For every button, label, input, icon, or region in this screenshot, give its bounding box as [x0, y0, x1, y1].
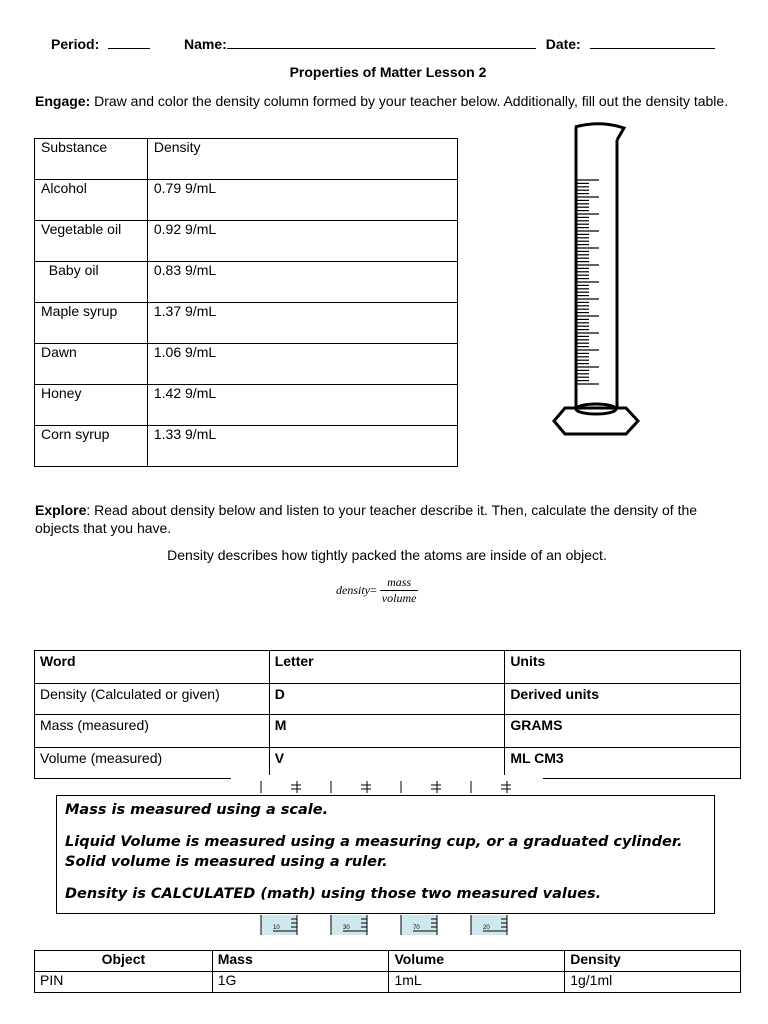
formula-denominator: volume [381, 591, 417, 605]
table-header-cell: Density [565, 951, 741, 972]
density-cell[interactable]: 1.06 9/mL [147, 344, 457, 385]
date-blank[interactable] [590, 36, 715, 49]
note-line: Mass is measured using a scale. [65, 802, 329, 818]
table-row [35, 180, 458, 221]
explore-label: Explore [35, 502, 87, 518]
volume-cell[interactable]: 1mL [389, 972, 565, 993]
table-row [35, 221, 458, 262]
table-header-cell: Volume [389, 951, 565, 972]
object-table [34, 950, 741, 993]
density-cell[interactable]: 0.79 9/mL [147, 180, 457, 221]
mass-cell[interactable]: 1G [212, 972, 389, 993]
formula-eq: = [370, 583, 377, 597]
substance-cell[interactable]: Baby oil [35, 262, 148, 303]
letter-cell: M [269, 715, 505, 748]
table-row [35, 951, 741, 972]
density-cell[interactable]: 1.42 9/mL [147, 385, 457, 426]
note-line: Liquid Volume is measured using a measuring cup, or a graduated cylinder. Solid volume is measured using a ruler. [65, 834, 683, 870]
density-cell[interactable]: 1.33 9/mL [147, 426, 457, 467]
cylinder-label: 30 [343, 925, 350, 931]
period-label: Period: [51, 36, 100, 52]
table-header-cell: Letter [269, 651, 505, 684]
table-row [35, 262, 458, 303]
units-cell: ML CM3 [505, 748, 741, 779]
table-row [35, 684, 741, 715]
substance-cell[interactable]: Vegetable oil [35, 221, 148, 262]
table-row [35, 651, 741, 684]
engage-paragraph [35, 92, 735, 110]
engage-text: Draw and color the density column formed by your teacher below. Additionally, fill out the density table. [90, 93, 729, 109]
table-header-cell: Density [147, 139, 457, 180]
cylinder-label: 20 [483, 925, 490, 931]
table-row [35, 139, 458, 180]
header-line [51, 36, 715, 52]
cylinder-label: 10 [273, 925, 280, 931]
letter-cell: D [269, 684, 505, 715]
word-table [34, 650, 741, 779]
word-cell: Volume (measured) [35, 748, 270, 779]
measurement-note-box [56, 795, 715, 914]
formula-lhs: density [336, 583, 370, 597]
table-row [35, 426, 458, 467]
cylinder-label: 70 [413, 925, 420, 931]
formula-numerator: mass [380, 575, 419, 591]
units-cell: GRAMS [505, 715, 741, 748]
table-header-cell: Object [35, 951, 213, 972]
units-cell: Derived units [505, 684, 741, 715]
note-line: Density is CALCULATED (math) using those two measured values. [65, 886, 602, 902]
density-table [34, 138, 458, 467]
engage-label: Engage: [35, 93, 91, 109]
density-formula [336, 575, 418, 606]
density-cell[interactable]: 0.92 9/mL [147, 221, 457, 262]
date-label: Date: [545, 36, 581, 52]
page-title: Properties of Matter Lesson 2 [289, 64, 487, 80]
table-header-cell: Units [505, 651, 741, 684]
table-row [35, 715, 741, 748]
period-blank[interactable] [108, 36, 150, 49]
table-header-cell: Word [35, 651, 270, 684]
explore-text: : Read about density below and listen to your teacher describe it. Then, calculate the density of the objects that you have. [35, 502, 698, 536]
substance-cell[interactable]: Alcohol [35, 180, 148, 221]
density-cell[interactable]: 0.83 9/mL [147, 262, 457, 303]
density-value-cell[interactable]: 1g/1ml [565, 972, 741, 993]
graduated-cylinder-icon[interactable] [550, 118, 640, 440]
table-row [35, 344, 458, 385]
table-row [35, 303, 458, 344]
substance-cell[interactable]: Dawn [35, 344, 148, 385]
name-blank[interactable] [227, 36, 536, 49]
table-row [35, 748, 741, 779]
name-label: Name: [184, 36, 227, 52]
density-definition: Density describes how tightly packed the atoms are inside of an object. [167, 547, 607, 563]
density-cell[interactable]: 1.37 9/mL [147, 303, 457, 344]
substance-cell[interactable]: Honey [35, 385, 148, 426]
table-header-cell: Mass [212, 951, 389, 972]
word-cell: Density (Calculated or given) [35, 684, 270, 715]
substance-cell[interactable]: Corn syrup [35, 426, 148, 467]
explore-paragraph [35, 501, 735, 537]
letter-cell: V [269, 748, 505, 779]
table-row [35, 385, 458, 426]
table-header-cell: Substance [35, 139, 148, 180]
table-row [35, 972, 741, 993]
object-cell[interactable]: PIN [35, 972, 213, 993]
substance-cell[interactable]: Maple syrup [35, 303, 148, 344]
word-cell: Mass (measured) [35, 715, 270, 748]
formula-fraction [380, 575, 419, 606]
